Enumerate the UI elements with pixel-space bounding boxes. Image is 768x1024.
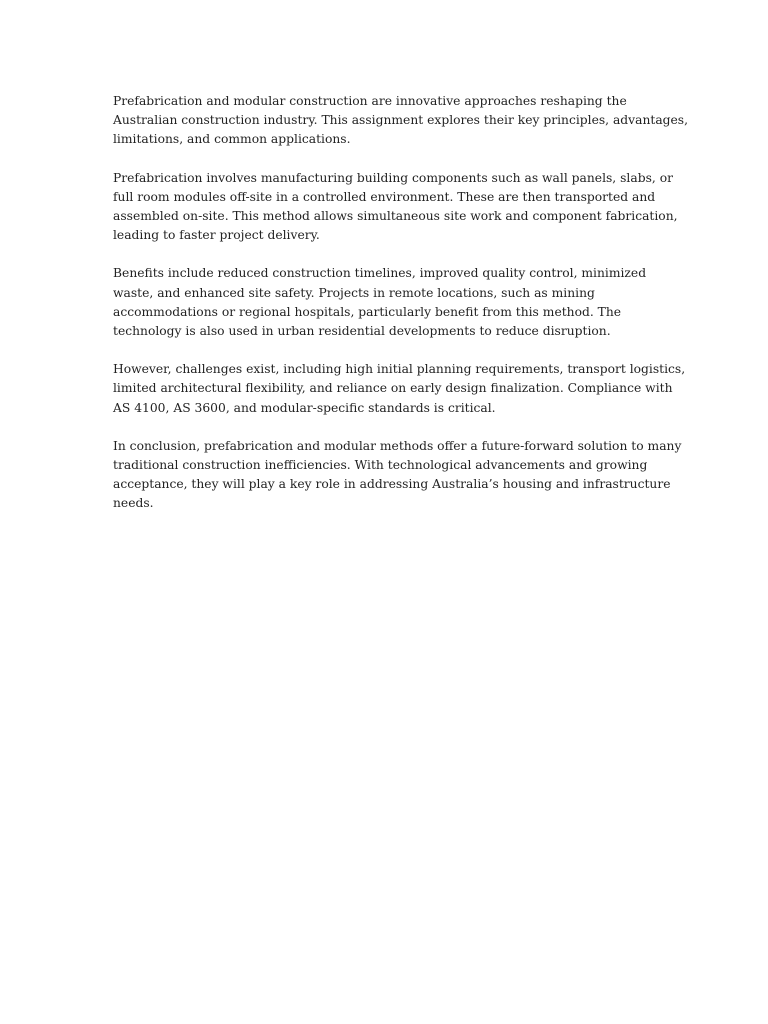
text-line: However, challenges exist, including high initial planning requirements, transport logistics, [113,362,686,377]
text-line: AS 4100, AS 3600, and modular-specific standards is critical. [113,400,496,415]
text-line: waste, and enhanced site safety. Projects in remote locations, such as mining [113,285,595,300]
text-line: accommodations or regional hospitals, particularly benefit from this method. The [113,304,622,319]
text-line: Australian construction industry. This assignment explores their key principles, advantages, [113,113,689,128]
text-line: acceptance, they will play a key role in addressing Australia’s housing and infrastructure [113,477,671,492]
text-line: In conclusion, prefabrication and modular methods offer a future-forward solution to many [113,438,682,453]
paragraph-definition [113,169,678,246]
text-line: Benefits include reduced construction timelines, improved quality control, minimized [113,266,647,281]
paragraph-conclusion [113,437,682,514]
paragraph-benefits [113,264,673,341]
text-line: traditional construction inefficiencies. With technological advancements and growing [113,458,648,473]
paragraph-introduction [113,92,689,150]
text-line: leading to faster project delivery. [113,228,320,243]
paragraph-challenges [113,360,686,418]
text-line: assembled on-site. This method allows simultaneous site work and component fabrication, [113,209,678,224]
text-line: limited architectural flexibility, and reliance on early design finalization. Compliance with [113,381,673,396]
text-line: technology is also used in urban residential developments to reduce disruption. [113,324,611,339]
text-line: full room modules off-site in a controlled environment. These are then transported and [113,189,656,204]
text-line: Prefabrication and modular construction are innovative approaches reshaping the [113,94,627,108]
document-body [113,92,689,533]
text-line: Prefabrication involves manufacturing building components such as wall panels, slabs, or [113,170,673,185]
text-line: limitations, and common applications. [113,132,351,147]
text-line: needs. [113,496,154,511]
